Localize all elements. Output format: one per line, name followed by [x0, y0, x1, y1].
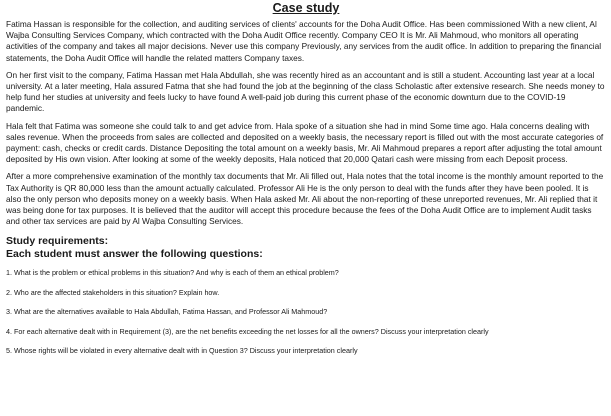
document-title: Case study	[272, 1, 340, 15]
paragraph-1: Fatima Hassan is responsible for the collection, and auditing services of clients' accounts for the Doha Audit Office. Has been commissioned With a new client, Al Wajba Consulting Services Company, which contracted with the Doha Audit Office recently. Company CEO It is Mr. Ali Mahmoud, who monitors all operating activities of the company and takes all major decisions. Never use this company Previously, any services from the audit office. In addition to preparing the financial statements, the Doha Audit Office will handle the related matters Company taxes.	[6, 19, 602, 63]
document-page	[0, 1, 611, 416]
paragraph-2: On her first visit to the company, Fatima Hassan met Hala Abdullah, she was recently hired as an accountant and is still a student. Accounting last year at a local university. At a later meeting, Hala assured Fatma that she had found the job at the beginning of the class Scholastic after extensive research. She needs money to help fund her studies at university and feels lucky to have found A well-paid job during this current phase of the economic downturn due to the COVID-19 pandemic.	[6, 69, 605, 114]
requirements-heading: Study requirements:	[6, 235, 109, 248]
question-1: 1. What is the problem or ethical problems in this situation? And why is each of them an ethical problem?	[6, 268, 339, 278]
question-5: 5. Whose rights will be violated in every alternative dealt with in Question 3? Discuss your interpretation clearly	[6, 346, 358, 356]
question-4: 4. For each alternative dealt with in Requirement (3), are the net benefits exceeding the net losses for all the owners? Discuss your interpretation clearly	[6, 326, 489, 336]
requirements-subheading: Each student must answer the following questions:	[6, 248, 263, 261]
paragraph-4: After a more comprehensive examination of the monthly tax documents that Mr. Ali filled out, Hala notes that the total income is the monthly amount reported to the Tax Authority is QR 80,000 less than the amount actually calculated. Professor Ali He is the only person to deal with the funds after they have been pooled. It is also the only person who deposits money on a weekly basis. When Hala asked Mr. Ali about the non-reporting of these unreported revenues, Mr. Ali replied that it was being done for tax purposes. It is believed that the auditor will accept this procedure because the fees of the Doha Audit Office are to implement Audit tasks and other tax services are paid by Al Wajba Consulting Services.	[6, 171, 604, 227]
paragraph-3: Hala felt that Fatima was someone she could talk to and get advice from. Hala spoke of a situation she had in mind Some time ago. Hala concerns dealing with sales revenue. When the proceeds from sales are collected and deposited on a weekly basis, the necessary report is filled out with the most accurate categories of payment: cash, checks or credit cards. Distance Depositing the total amount on a weekly basis, Mr. Ali Mahmoud prepares a report after adjusting the total amount deposited by His own vision. After looking at some of the weekly deposits, Hala noticed that 20,000 Qatari cash were missing from each Deposit process.	[6, 120, 604, 165]
question-3: 3. What are the alternatives available to Hala Abdullah, Fatima Hassan, and Professor Ali Mahmoud?	[6, 307, 328, 317]
question-2: 2. Who are the affected stakeholders in this situation? Explain how.	[6, 287, 220, 297]
